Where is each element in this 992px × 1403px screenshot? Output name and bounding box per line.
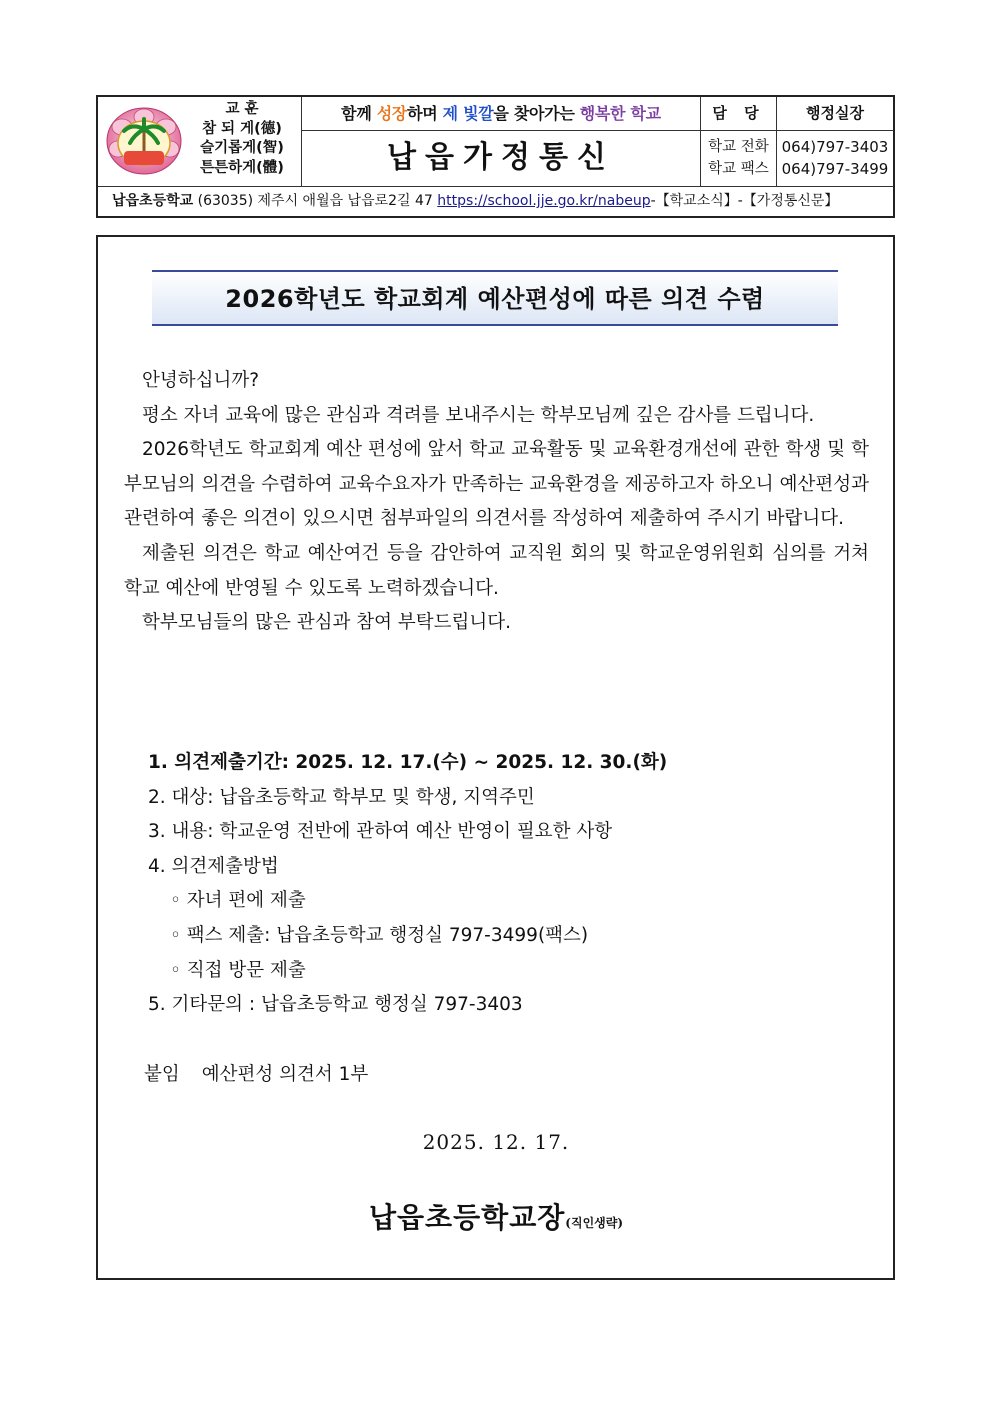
body-paragraph: 학부모님들의 많은 관심과 참여 부탁드립니다. xyxy=(142,612,511,634)
issue-date: 2025. 12. 17. xyxy=(422,1130,570,1154)
slogan-part: 학교 xyxy=(625,104,661,123)
sub-list-item: ◦ 직접 방문 제출 xyxy=(170,959,306,981)
school-address-bar xyxy=(98,186,893,216)
school-slogan xyxy=(302,97,701,131)
attachment-value: 예산편성 의견서 1부 xyxy=(201,1064,369,1085)
list-item: 1. 의견제출기간: 2025. 12. 17.(수) ~ 2025. 12. 30.(화) xyxy=(148,752,668,773)
school-url-link[interactable]: https://school.jje.go.kr/nabeup xyxy=(437,193,651,209)
greeting: 안녕하십니까? xyxy=(142,370,260,391)
signer-name: 납읍초등학교장 xyxy=(368,1201,566,1234)
body-paragraph: 제출된 의견은 학교 예산여건 등을 감안하여 교직원 회의 및 학교운영위원회 심의를 거쳐 학교 예산에 반영될 수 있도록 노력하겠습니다. xyxy=(124,542,869,599)
motto-line: 교 훈 xyxy=(225,101,259,117)
slogan-part: 하며 xyxy=(407,104,443,123)
school-motto xyxy=(184,100,300,178)
list-item: 3. 내용: 학교운영 전반에 관하여 예산 반영이 필요한 사항 xyxy=(148,821,613,843)
newsletter-title: 납읍가정통신 xyxy=(302,131,701,186)
newsletter-header xyxy=(96,95,895,218)
sub-list-item: ◦ 팩스 제출: 납읍초등학교 행정실 797-3499(팩스) xyxy=(170,924,589,946)
attachment-label: 붙임 xyxy=(144,1064,180,1085)
school-address: (63035) 제주시 애월읍 납읍로2길 47 xyxy=(193,193,438,209)
slogan-part: 제 빛깔 xyxy=(442,104,494,123)
document-title: 2026학년도 학교회계 예산편성에 따른 의견 수렴 xyxy=(152,270,838,326)
slogan-part: 행복한 xyxy=(579,104,626,123)
charge-label: 담 당 xyxy=(701,97,777,131)
letter-body xyxy=(124,364,869,641)
signer xyxy=(0,1196,992,1236)
slogan-part: 함께 xyxy=(341,104,377,123)
motto-line: 참 되 게(德) xyxy=(202,120,282,137)
sub-list-item: ◦ 자녀 편에 제출 xyxy=(170,890,306,912)
slogan-part: 을 찾아가는 xyxy=(493,104,580,123)
contact-labels xyxy=(701,131,777,186)
list-item: 5. 기타문의 : 납읍초등학교 행정실 797-3403 xyxy=(148,994,523,1016)
fax-label: 학교 팩스 xyxy=(708,161,769,177)
charge-value: 행정실장 xyxy=(777,97,893,131)
attachment-note xyxy=(144,1060,368,1086)
details-list xyxy=(148,746,667,1023)
fax-value: 064)797-3499 xyxy=(781,160,889,178)
body-paragraph: 평소 자녀 교육에 많은 관심과 격려를 보내주시는 학부모님께 깊은 감사를 드립니다. xyxy=(142,404,815,426)
body-paragraph: 2026학년도 학교회계 예산 편성에 앞서 학교 교육활동 및 교육환경개선에 관한 학생 및 학부모님의 의견을 수렴하여 교육수요자가 만족하는 교육환경을 제공하고자 하오니 예산편성과 관련하여 좋은 의견이 있으시면 첨부파일의 의견서를 작성하여 제출하여 주시기 바랍니다. xyxy=(124,439,869,530)
list-item: 2. 대상: 납읍초등학교 학부모 및 학생, 지역주민 xyxy=(148,786,535,808)
menu-path: -【학교소식】-【가정통신문】 xyxy=(650,193,839,209)
phone-value: 064)797-3403 xyxy=(781,138,889,156)
contact-values xyxy=(777,131,893,186)
slogan-part: 성장 xyxy=(376,104,408,123)
phone-label: 학교 전화 xyxy=(708,139,769,155)
school-name: 납읍초등학교 xyxy=(112,193,194,209)
motto-line: 튼튼하게(體) xyxy=(200,159,284,176)
motto-cell xyxy=(98,97,302,186)
seal-note: (직인생략) xyxy=(565,1216,624,1230)
school-logo xyxy=(104,105,184,177)
motto-line: 슬기롭게(智) xyxy=(200,140,284,156)
list-item: 4. 의견제출방법 xyxy=(148,855,279,877)
